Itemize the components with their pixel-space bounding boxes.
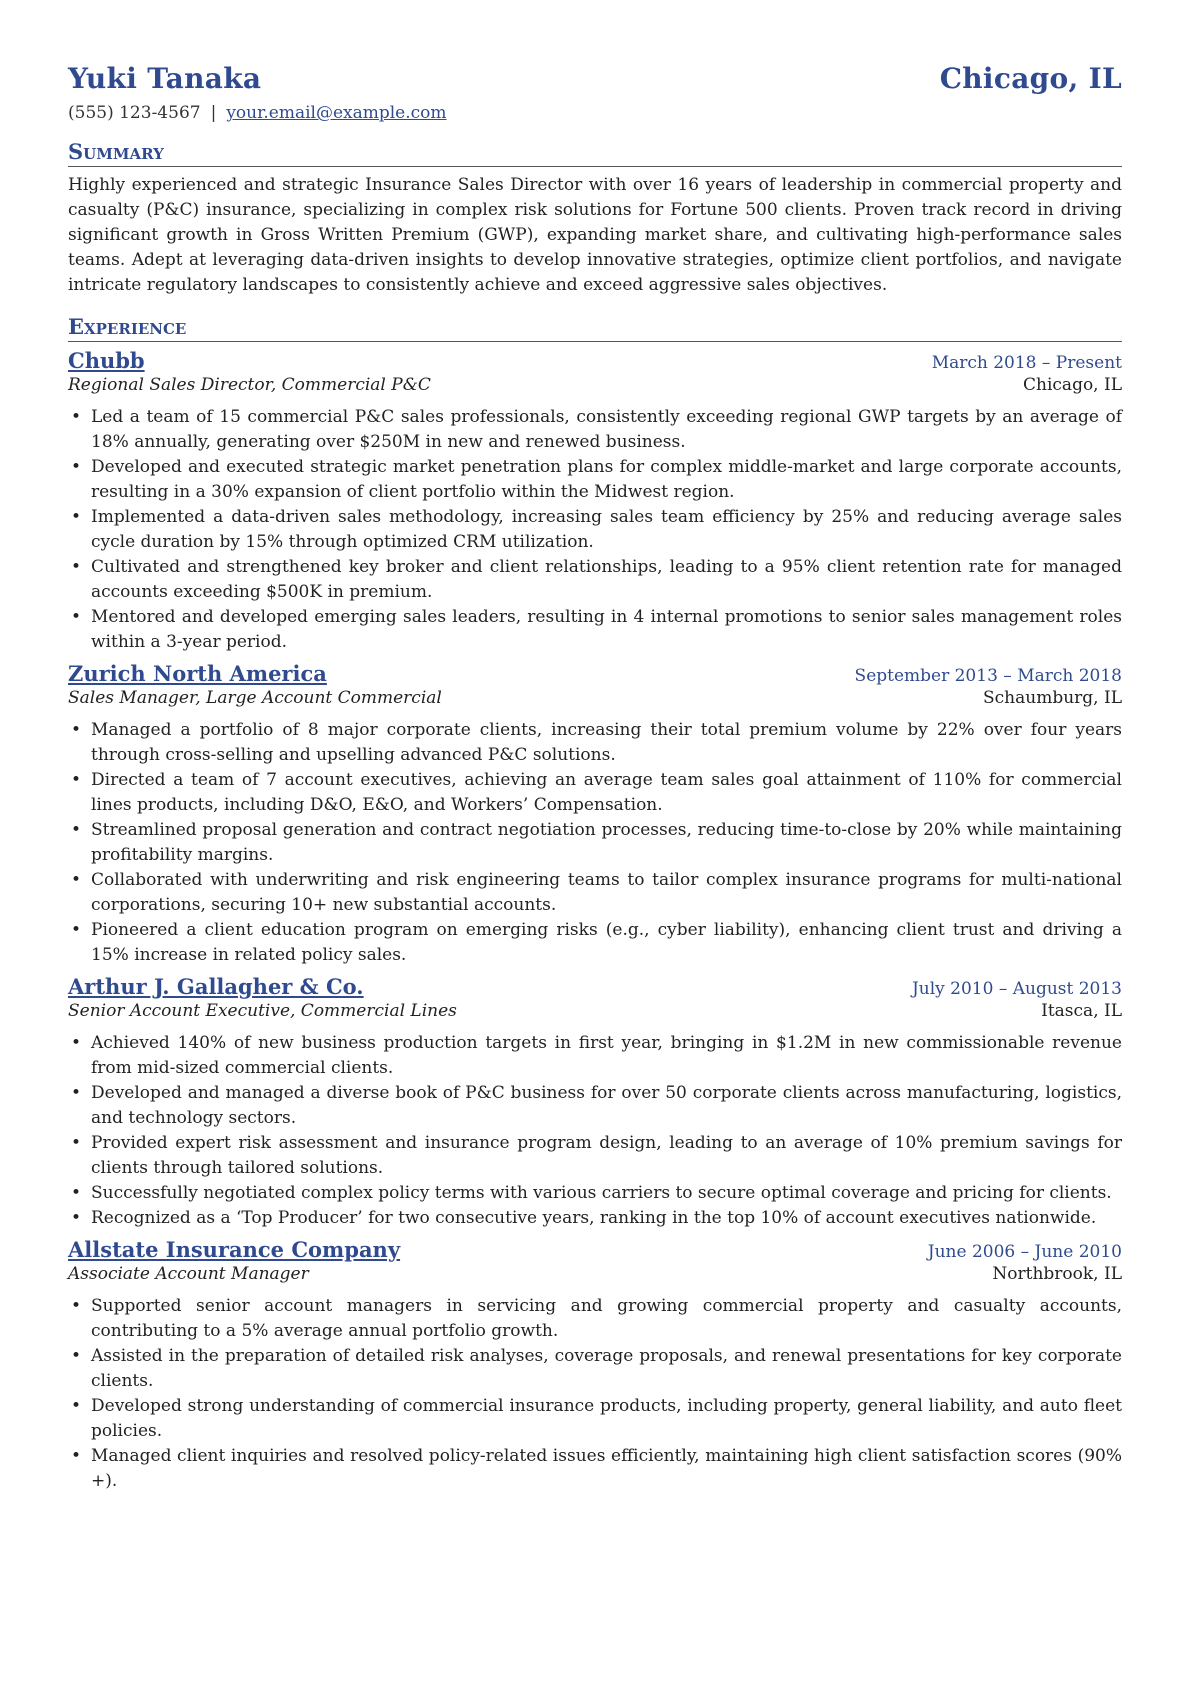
- job-entry: [68, 348, 1122, 655]
- job-bullet: • Streamlined proposal generation and contract negotiation processes, reducing time-to-close by 20% while maintaining profitability margins.: [91, 818, 1122, 868]
- email-link[interactable]: your.email@example.com: [226, 103, 447, 123]
- job-dates: September 2013 – March 2018: [854, 666, 1122, 686]
- job-bullet: • Developed strong understanding of commercial insurance products, including property, general liability, and auto fleet policies.: [91, 1394, 1122, 1444]
- job-location: Itasca, IL: [1041, 1001, 1122, 1021]
- experience-heading: Experience: [68, 314, 1122, 342]
- job-entry: [68, 1237, 1122, 1494]
- job-bullet: • Supported senior account managers in servicing and growing commercial property and casualty accounts, contributing to a 5% average annual portfolio growth.: [91, 1294, 1122, 1344]
- job-subheader: [68, 688, 1122, 708]
- job-bullet: • Led a team of 15 commercial P&C sales professionals, consistently exceeding regional GWP targets by an average of 18% annually, generating over $250M in new and renewed business.: [91, 405, 1122, 455]
- job-bullet-list: [68, 405, 1122, 655]
- job-bullet: • Achieved 140% of new business production targets in first year, bringing in $1.2M in new commissionable revenue from mid-sized commercial clients.: [91, 1031, 1122, 1081]
- company-name-link[interactable]: Chubb: [68, 348, 145, 373]
- job-bullet: • Managed a portfolio of 8 major corporate clients, increasing their total premium volume by 22% over four years through cross-selling and upselling advanced P&C solutions.: [91, 718, 1122, 768]
- job-entry: [68, 661, 1122, 968]
- job-dates: July 2010 – August 2013: [911, 979, 1122, 999]
- job-header: [68, 974, 1122, 999]
- job-subheader: [68, 1001, 1122, 1021]
- summary-heading: Summary: [68, 139, 1122, 167]
- job-bullet-list: [68, 718, 1122, 968]
- candidate-name: Yuki Tanaka: [68, 62, 262, 95]
- job-bullet: • Developed and managed a diverse book of P&C business for over 50 corporate clients across manufacturing, logistics, and technology sectors.: [91, 1081, 1122, 1131]
- job-bullet: • Directed a team of 7 account executives, achieving an average team sales goal attainment of 110% for commercial lines products, including D&O, E&O, and Workers’ Compensation.: [91, 768, 1122, 818]
- job-bullet: • Cultivated and strengthened key broker and client relationships, leading to a 95% client retention rate for managed accounts exceeding $500K in premium.: [91, 555, 1122, 605]
- phone-number: (555) 123-4567: [68, 103, 201, 123]
- job-bullet-list: [68, 1294, 1122, 1494]
- company-name-link[interactable]: Arthur J. Gallagher & Co.: [68, 974, 364, 999]
- job-bullet: • Provided expert risk assessment and insurance program design, leading to an average of 10% premium savings for clients through tailored solutions.: [91, 1131, 1122, 1181]
- job-title: Sales Manager, Large Account Commercial: [68, 688, 442, 708]
- job-header: [68, 348, 1122, 373]
- summary-text: Highly experienced and strategic Insurance Sales Director with over 16 years of leadership in commercial property and casualty (P&C) insurance, specializing in complex risk solutions for Fortune 500 clients. Proven track record in driving significant growth in Gross Written Premium (GWP), expanding market share, and cultivating high-performance sales teams. Adept at leveraging data-driven insights to develop innovative strategies, optimize client portfolios, and navigate intricate regulatory landscapes to consistently achieve and exceed aggressive sales objectives.: [68, 175, 1122, 295]
- company-name-link[interactable]: Allstate Insurance Company: [68, 1237, 401, 1262]
- company-name-link[interactable]: Zurich North America: [68, 661, 327, 686]
- job-bullet: • Successfully negotiated complex policy terms with various carriers to secure optimal coverage and pricing for clients.: [91, 1181, 1122, 1206]
- job-location: Northbrook, IL: [992, 1264, 1122, 1284]
- candidate-location: Chicago, IL: [939, 62, 1122, 95]
- job-bullet: • Mentored and developed emerging sales leaders, resulting in 4 internal promotions to senior sales management roles within a 3-year period.: [91, 605, 1122, 655]
- job-title: Regional Sales Director, Commercial P&C: [68, 375, 431, 395]
- job-bullet: • Recognized as a ‘Top Producer’ for two consecutive years, ranking in the top 10% of account executives nationwide.: [91, 1206, 1122, 1231]
- job-location: Schaumburg, IL: [983, 688, 1122, 708]
- job-bullet: • Pioneered a client education program on emerging risks (e.g., cyber liability), enhancing client trust and driving a 15% increase in related policy sales.: [91, 918, 1122, 968]
- experience-list: [68, 348, 1122, 1494]
- job-subheader: [68, 375, 1122, 395]
- job-header: [68, 1237, 1122, 1262]
- job-bullet: • Developed and executed strategic market penetration plans for complex middle-market and large corporate accounts, resulting in a 30% expansion of client portfolio within the Midwest region.: [91, 455, 1122, 505]
- job-location: Chicago, IL: [1023, 375, 1122, 395]
- job-bullet: • Assisted in the preparation of detailed risk analyses, coverage proposals, and renewal presentations for key corporate clients.: [91, 1344, 1122, 1394]
- job-dates: June 2006 – June 2010: [927, 1242, 1122, 1262]
- job-header: [68, 661, 1122, 686]
- job-subheader: [68, 1264, 1122, 1284]
- job-title: Associate Account Manager: [68, 1264, 309, 1284]
- job-bullet: • Implemented a data-driven sales methodology, increasing sales team efficiency by 25% and reducing average sales cycle duration by 15% through optimized CRM utilization.: [91, 505, 1122, 555]
- job-title: Senior Account Executive, Commercial Lines: [68, 1001, 457, 1021]
- contact-line: [68, 103, 1122, 123]
- job-bullet: • Managed client inquiries and resolved policy-related issues efficiently, maintaining high client satisfaction scores (90% +).: [91, 1444, 1122, 1494]
- job-bullet-list: [68, 1031, 1122, 1231]
- job-dates: March 2018 – Present: [931, 353, 1122, 373]
- job-bullet: • Collaborated with underwriting and risk engineering teams to tailor complex insurance programs for multi-national corporations, securing 10+ new substantial accounts.: [91, 868, 1122, 918]
- contact-separator: |: [210, 103, 217, 123]
- resume-header: [68, 62, 1122, 95]
- job-entry: [68, 974, 1122, 1231]
